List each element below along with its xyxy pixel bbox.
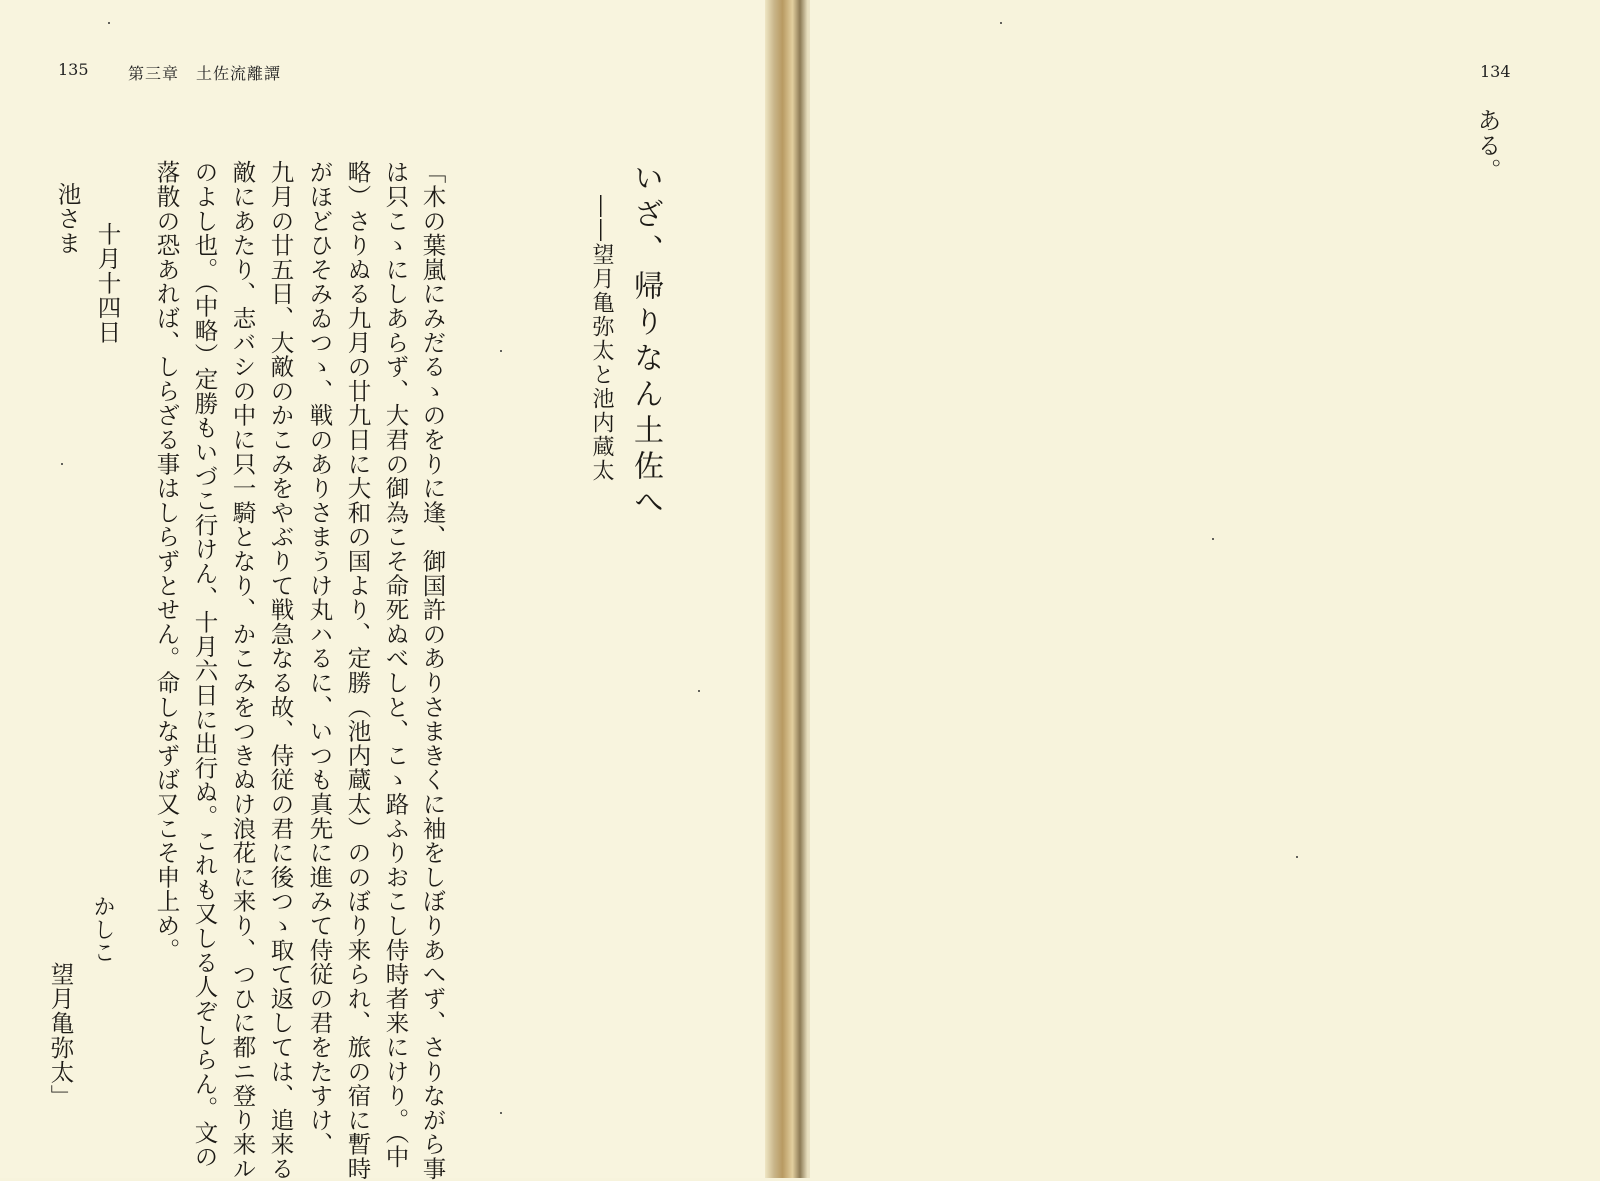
letter-line: 落散の恐あれば、しらざる事はしらずとせん。命しなずば又こそ申上め。 <box>152 160 181 962</box>
letter-line: は只こゝにしあらず、大君の御為こそ命死ぬべしと、こゝ路ふりおこし侍時者来にけり。（中 <box>381 160 410 1169</box>
letter-line: 九月の廿五日、大敵のかこみをやぶりて戦急なる故、侍従の君に後つゝ取て返しては、追来る <box>266 160 295 1181</box>
letter-closing: かしこ <box>90 895 115 964</box>
right-page-number: 134 <box>1480 62 1511 81</box>
paper-speck <box>1212 538 1214 540</box>
letter-date: 十月十四日 <box>93 222 122 345</box>
section-title: いざ、帰りなん土佐へ <box>628 162 663 522</box>
paper-speck <box>500 350 502 352</box>
paper-speck <box>1296 856 1298 858</box>
right-page-text: ある。 <box>1473 108 1501 183</box>
letter-line: 敵にあたり、志バシの中に只一騎となり、かこみをつきぬけ浪花に来り、つひに都ニ登り来ル <box>228 160 257 1181</box>
paper-speck <box>698 690 700 692</box>
letter-line: のよし也。（中略）定勝もいづこ行けん、十月六日に出行ぬ。これも又しる人ぞしらん。文の <box>190 160 219 1169</box>
paper-speck <box>61 463 63 465</box>
letter-line: がほどひそみゐつゝ、戦のありさまうけ丸ハるに、いつも真先に進みて侍従の君をたすけ、 <box>305 160 334 1157</box>
letter-line: 略）さりぬる九月の廿九日に大和の国より、定勝（池内蔵太）ののぼり来られ、旅の宿に暫時 <box>343 160 372 1181</box>
letter-addressee: 池さま <box>53 182 82 256</box>
chapter-heading: 第三章 土佐流離譚 <box>128 64 282 83</box>
book-gutter <box>765 0 815 1178</box>
left-page-number: 135 <box>58 60 89 79</box>
letter-sender: 望月亀弥太」 <box>46 962 75 1109</box>
paper-speck <box>1000 22 1002 24</box>
paper-speck <box>500 1112 502 1114</box>
left-page <box>0 0 770 1181</box>
paper-speck <box>108 22 110 24</box>
section-subtitle: ――望月亀弥太と池内蔵太 <box>589 195 614 483</box>
letter-line: 「木の葉嵐にみだるゝのをりに逢、御国許のありさまきくに袖をしぼりあへず、さりながら事 <box>418 160 447 1181</box>
